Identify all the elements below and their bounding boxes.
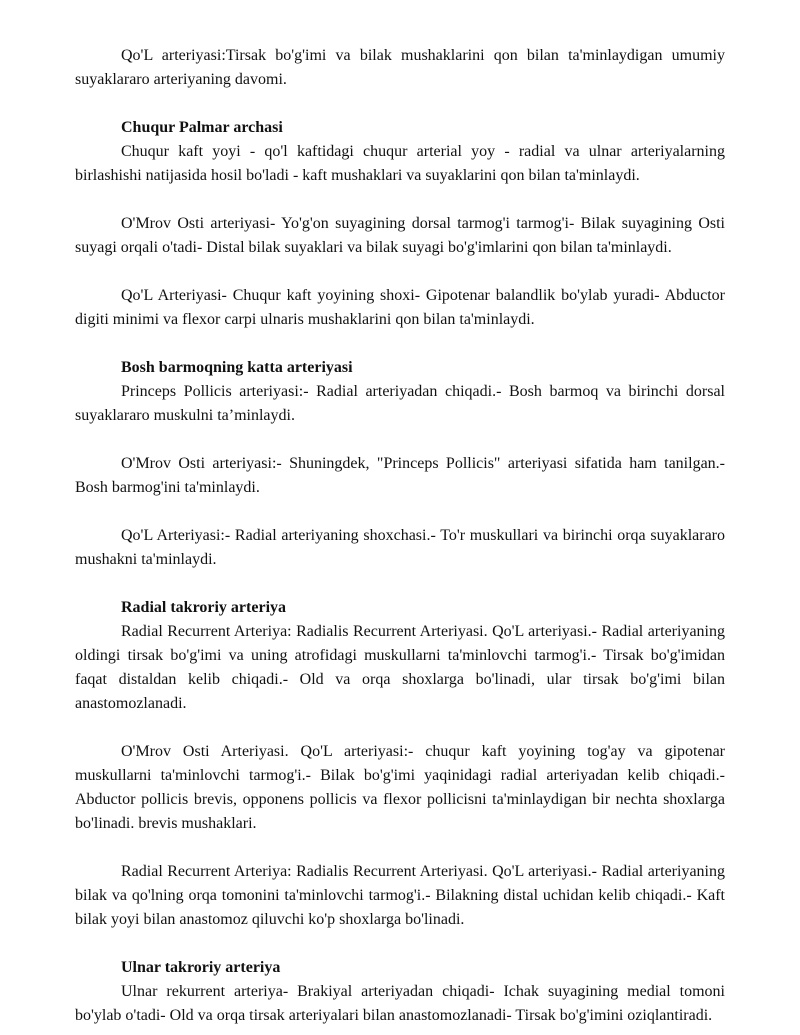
section-heading: Radial takroriy arteriya — [121, 599, 287, 616]
section-heading: Ulnar takroriy arteriya — [121, 959, 281, 976]
section-heading: Chuqur Palmar archasi — [121, 119, 283, 136]
paragraph: Qo'L arteriyasi:Tirsak bo'g'imi va bilak mushaklarini qon bilan ta'minlaydigan umumiy suyaklararo arteriyaning davomi. — [75, 47, 725, 88]
section-heading: Bosh barmoqning katta arteriyasi — [121, 359, 353, 376]
paragraph: Radial Recurrent Arteriya: Radialis Recurrent Arteriyasi. Qo'L arteriyasi.- Radial arteriyaning oldingi tirsak bo'g'imi va uning atrofidagi muskullarni ta'minlovchi tarmog'i.- Tirsak bo'g'imidan faqat distaldan kelib chiqadi.- Old va orqa shoxlarga bo'linadi, ular tirsak bo'g'imi bilan anastomozlanadi. — [75, 623, 725, 712]
paragraph: Princeps Pollicis arteriyasi:- Radial arteriyadan chiqadi.- Bosh barmoq va birinchi dorsal suyaklararo muskulni ta’minlaydi. — [75, 383, 725, 424]
paragraph: O'Mrov Osti arteriyasi:- Shuningdek, "Princeps Pollicis" arteriyasi sifatida ham tanilgan.- Bosh barmog'ini ta'minlaydi. — [75, 455, 725, 496]
paragraph: Chuqur kaft yoyi - qo'l kaftidagi chuqur arterial yoy - radial va ulnar arteriyalarning birlashishi natijasida hosil bo'ladi - kaft mushaklari va suyaklarini qon bilan ta'minlaydi. — [75, 143, 725, 184]
document-page — [75, 44, 725, 1028]
paragraph: Radial Recurrent Arteriya: Radialis Recurrent Arteriyasi. Qo'L arteriyasi.- Radial arteriyaning bilak va qo'lning orqa tomonini ta'minlovchi tarmog'i.- Bilakning distal uchidan kelib chiqadi.- Kaft bilak yoyi bilan anastomoz qiluvchi ko'p shoxlarga bo'linadi. — [75, 863, 725, 928]
paragraph: Qo'L Arteriyasi:- Radial arteriyaning shoxchasi.- To'r muskullari va birinchi orqa suyaklararo mushakni ta'minlaydi. — [75, 527, 725, 568]
paragraph: Qo'L Arteriyasi- Chuqur kaft yoyining shoxi- Gipotenar balandlik bo'ylab yuradi- Abductor digiti minimi va flexor carpi ulnaris mushaklarini qon bilan ta'minlaydi. — [75, 287, 725, 328]
paragraph: O'Mrov Osti Arteriyasi. Qo'L arteriyasi:- chuqur kaft yoyining tog'ay va gipotenar muskullarni ta'minlovchi tarmog'i.- Bilak bo'g'imi yaqinidagi radial arteriyadan kelib chiqadi.- Abductor pollicis brevis, opponens pollicis va flexor pollicisni ta'minlaydigan bir nechta shoxlarga bo'linadi. brevis mushaklari. — [75, 743, 725, 832]
paragraph: Ulnar rekurrent arteriya- Brakiyal arteriyadan chiqadi- Ichak suyagining medial tomoni bo'ylab o'tadi- Old va orqa tirsak arteriyalari bilan anastomozlanadi- Tirsak bo'g'imini oziqlantiradi. — [75, 983, 725, 1024]
paragraph: O'Mrov Osti arteriyasi- Yo'g'on suyagining dorsal tarmog'i tarmog'i- Bilak suyagining Osti suyagi orqali o'tadi- Distal bilak suyaklari va bilak suyagi bo'g'imlarini qon bilan ta'minlaydi. — [75, 215, 725, 256]
